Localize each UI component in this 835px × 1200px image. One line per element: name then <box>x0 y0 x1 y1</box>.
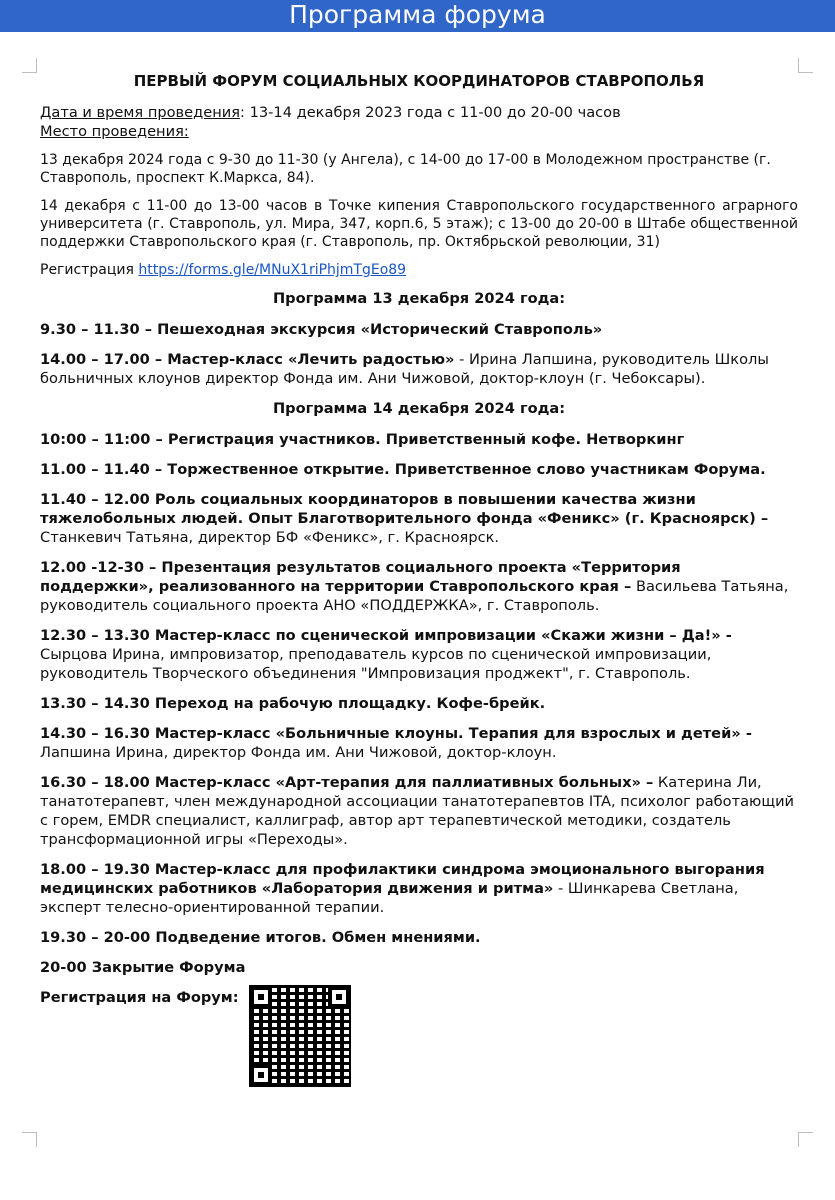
program-item <box>40 350 798 388</box>
crop-mark-bottom-right <box>798 1132 813 1147</box>
program-item-title: 18.00 – 19.30 Мастер-класс для профилактики синдрома эмоционального выгорания медицинских работников «Лаборатория движения и ритма» <box>40 861 765 897</box>
program-item-title: 11.00 – 11.40 – Торжественное открытие. Приветственное слово участникам Форума. <box>40 461 766 478</box>
program-item-details: Станкевич Татьяна, директор БФ «Феникс», г. Красноярск. <box>40 529 500 546</box>
place-day2: 14 декабря с 11-00 до 13-00 часов в Точке кипения Ставропольского государственного аграрного университета (г. Ставрополь, ул. Мира, 347, корп.6, 5 этаж); с 13-00 до 20-00 в Штабе общественной поддержки Ставропольского края (г. Ставрополь, пр. Октябрьской революции, 31) <box>40 198 798 250</box>
registration-line <box>40 261 798 279</box>
qr-code-icon[interactable] <box>250 986 350 1086</box>
program-item <box>40 460 798 479</box>
program-item-title: 9.30 – 11.30 – Пешеходная экскурсия «Исторический Ставрополь» <box>40 321 603 338</box>
program-item-title: 14.00 – 17.00 – Мастер-класс «Лечить радостью» <box>40 351 455 368</box>
program-item-title: 16.30 – 18.00 Мастер-класс «Арт-терапия для паллиативных больных» – <box>40 774 654 791</box>
qr-label: Регистрация на Форум: <box>40 989 239 1006</box>
program-item <box>40 626 798 683</box>
program-item-details: - Шинкарева Светлана, эксперт телесно-ориентированной терапии. <box>40 880 739 916</box>
program-item-details: Васильева Татьяна, руководитель социального проекта АНО «ПОДДЕРЖКА», г. Ставрополь. <box>40 578 789 614</box>
program-item <box>40 773 798 849</box>
date-label: Дата и время проведения <box>40 104 241 121</box>
day2-heading: Программа 14 декабря 2024 года: <box>272 400 566 417</box>
program-item <box>40 430 798 449</box>
program-item-title: 10:00 – 11:00 – Регистрация участников. Приветственный кофе. Нетворкинг <box>40 431 685 448</box>
program-item <box>40 694 798 713</box>
program-item-title: 20-00 Закрытие Форума <box>40 959 246 976</box>
date-value: : 13-14 декабря 2023 года с 11-00 до 20-00 часов <box>240 104 621 121</box>
day2-program <box>40 430 798 977</box>
program-item <box>40 724 798 762</box>
program-item-details: - Ирина Лапшина, руководитель Школы больничных клоунов директор Фонда им. Ани Чижовой, доктор-клоун (г. Чебоксары). <box>40 351 769 387</box>
program-item-title: 12.00 -12-30 – Презентация результатов социального проекта «Территория поддержки», реализованного на территории Ставропольского края – <box>40 559 681 595</box>
program-item <box>40 958 798 977</box>
program-item-title: 14.30 – 16.30 Мастер-класс «Больничные клоуны. Терапия для взрослых и детей» - <box>40 725 752 742</box>
crop-mark-top-right <box>798 58 813 73</box>
place-label: Место проведения: <box>40 123 189 140</box>
page-header <box>0 0 835 32</box>
program-item-details: Лапшина Ирина, директор Фонда им. Ани Чижовой, доктор-клоун. <box>40 744 557 761</box>
program-item-details: Сырцова Ирина, импровизатор, преподаватель курсов по сценической импровизации, руководитель Творческого объединения "Импровизация проджект", г. Ставрополь. <box>40 646 712 682</box>
qr-registration <box>40 988 798 1086</box>
program-item <box>40 490 798 547</box>
registration-label: Регистрация <box>40 262 134 278</box>
document-title: ПЕРВЫЙ ФОРУМ СОЦИАЛЬНЫХ КООРДИНАТОРОВ СТАВРОПОЛЬЯ <box>133 72 705 90</box>
document-body <box>40 72 798 1086</box>
day1-program <box>40 320 798 388</box>
program-item <box>40 320 798 339</box>
place-day1: 13 декабря 2024 года с 9-30 до 11-30 (у Ангела), с 14-00 до 17-00 в Молодежном пространстве (г. Ставрополь, проспект К.Маркса, 84). <box>40 152 771 186</box>
date-line <box>40 103 798 122</box>
crop-mark-top-left <box>22 58 37 73</box>
registration-link[interactable]: https://forms.gle/MNuX1riPhjmTgEo89 <box>138 262 407 278</box>
program-item <box>40 558 798 615</box>
program-item-title: 12.30 – 13.30 Мастер-класс по сценической импровизации «Скажи жизни – Да!» - <box>40 627 732 644</box>
crop-mark-bottom-left <box>22 1132 37 1147</box>
program-item <box>40 860 798 917</box>
program-item-title: 19.30 – 20-00 Подведение итогов. Обмен мнениями. <box>40 929 481 946</box>
program-item-title: 11.40 – 12.00 Роль социальных координаторов в повышении качества жизни тяжелобольных людей. Опыт Благотворительного фонда «Феникс» (г. Красноярск) – <box>40 491 769 527</box>
day1-heading: Программа 13 декабря 2024 года: <box>272 290 566 307</box>
program-item-details: Катерина Ли, танатотерапевт, член международной ассоциации танатотерапевтов ITA, психолог работающий с горем, EMDR специалист, каллиграф, автор арт терапевтической методики, создатель трансформационной игры «Переходы». <box>40 774 795 848</box>
program-item <box>40 928 798 947</box>
header-title: Программа форума <box>289 0 546 29</box>
program-item-title: 13.30 – 14.30 Переход на рабочую площадку. Кофе-брейк. <box>40 695 546 712</box>
